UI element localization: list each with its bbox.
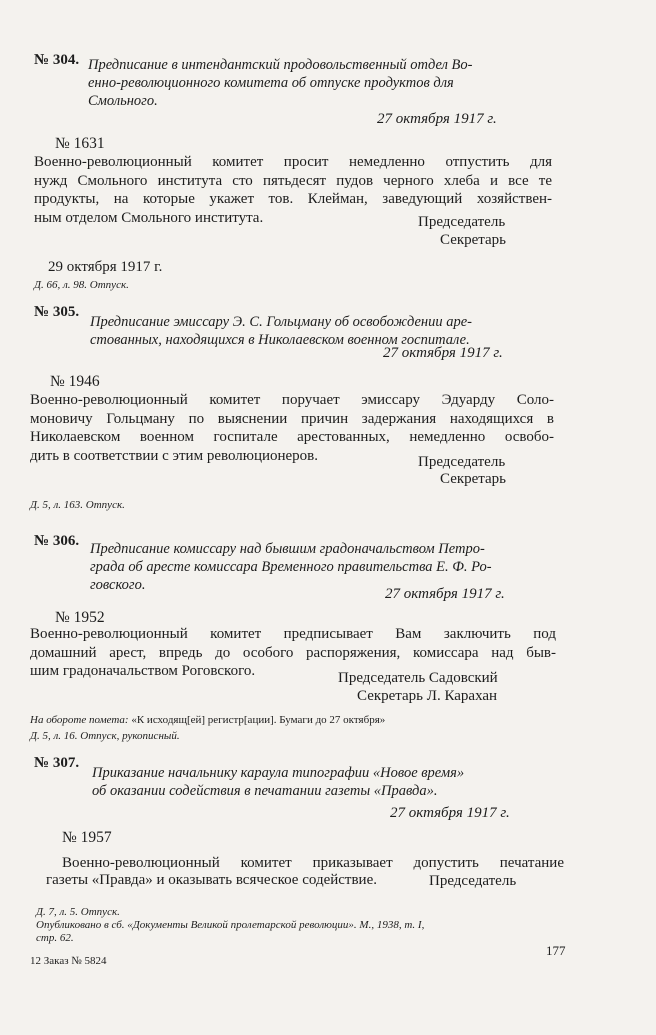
doc-306-title-line: града об аресте комиссара Временного правительства Е. Ф. Ро- bbox=[90, 559, 492, 575]
doc-307-doc-number: № 1957 bbox=[62, 829, 112, 846]
doc-304-signature-secretary: Секретарь bbox=[440, 232, 507, 248]
doc-306-title-line: Предписание комиссару над бывшим градоначальством Петро- bbox=[90, 541, 485, 557]
doc-307-body-line: газеты «Правда» и оказывать всяческое содействие. bbox=[46, 872, 377, 888]
doc-305-body-line: Николаевском военном госпитале арестованных, немедленно освобо- bbox=[30, 429, 554, 445]
doc-305-title bbox=[90, 313, 560, 349]
doc-305-title-line: Предписание эмиссару Э. С. Гольцману об освобождении аре- bbox=[90, 314, 472, 330]
doc-305-number: № 305. bbox=[34, 304, 80, 320]
doc-304-title-line: енно-революционного комитета об отпуске продуктов для bbox=[88, 75, 454, 91]
doc-304-body-line: нужд Смольного института сто пятьдесят пудов черного хлеба и все те bbox=[34, 172, 552, 189]
doc-307-signature-chair: Председатель bbox=[429, 873, 517, 889]
doc-306-source: Д. 5, л. 16. Отпуск, рукописный. bbox=[30, 730, 180, 742]
doc-306-signature-chair: Председатель Садовский bbox=[338, 670, 498, 686]
doc-306-body-line: шим градоначальством Роговского. bbox=[30, 663, 256, 679]
doc-306-note bbox=[30, 714, 385, 726]
doc-305-body-line: Военно-революционный комитет поручает эмиссару Эдуарду Соло- bbox=[30, 392, 554, 408]
doc-304-title-line: Предписание в интендантский продовольственный отдел Во- bbox=[88, 57, 473, 73]
doc-306-note-text: «К исходящ[ей] регистр[ации]. Бумаги до 27 октября» bbox=[131, 714, 386, 726]
print-order-number: 12 Заказ № 5824 bbox=[30, 955, 107, 967]
doc-304-number: № 304. bbox=[34, 52, 80, 68]
doc-306-doc-number: № 1952 bbox=[55, 609, 105, 626]
doc-304-extra-date: 29 октября 1917 г. bbox=[48, 259, 163, 275]
doc-306-date: 27 октября 1917 г. bbox=[385, 586, 505, 602]
doc-304-source: Д. 66, л. 98. Отпуск. bbox=[34, 279, 129, 291]
doc-304-body-line: продукты, на которые укажет тов. Клейман, заведующий хозяйствен- bbox=[34, 191, 552, 207]
doc-306-note-label: На обороте помета: bbox=[30, 714, 129, 726]
doc-304-date: 27 октября 1917 г. bbox=[377, 111, 497, 127]
page-number: 177 bbox=[546, 943, 566, 958]
doc-304-doc-number: № 1631 bbox=[55, 135, 105, 152]
doc-304-title bbox=[88, 56, 558, 110]
doc-305-doc-number: № 1946 bbox=[50, 373, 100, 390]
doc-307-body-line: Военно-революционный комитет приказывает допустить печатание bbox=[62, 854, 564, 871]
doc-307-title-line: об оказании содействия в печатании газеты «Правда». bbox=[92, 783, 438, 799]
doc-306-number: № 306. bbox=[34, 533, 80, 549]
doc-307-number: № 307. bbox=[34, 755, 80, 771]
doc-307-source-published: Опубликовано в сб. «Документы Великой пролетарской революции». М., 1938, т. I, bbox=[36, 919, 425, 931]
doc-307-title-line: Приказание начальнику караула типографии «Новое время» bbox=[92, 765, 465, 781]
doc-307-source-page: стр. 62. bbox=[36, 932, 74, 944]
doc-304-signature-chair: Председатель bbox=[418, 214, 506, 230]
doc-306-signature-secretary: Секретарь Л. Карахан bbox=[357, 688, 498, 704]
doc-304-title-line: Смольного. bbox=[88, 93, 158, 109]
doc-307-body bbox=[62, 835, 564, 872]
doc-306-body-line: домашний арест, впредь до особого распоряжения, комиссара над быв- bbox=[30, 644, 556, 661]
doc-304-body-line: ным отделом Смольного института. bbox=[34, 209, 264, 226]
doc-305-date: 27 октября 1917 г. bbox=[383, 345, 503, 361]
doc-306-body-line: Военно-революционный комитет предписывает Вам заключить под bbox=[30, 626, 556, 642]
doc-304-body-line: Военно-революционный комитет просит немедленно отпустить для bbox=[34, 154, 552, 170]
doc-307-source: Д. 7, л. 5. Отпуск. bbox=[36, 906, 120, 918]
doc-305-signature-secretary: Секретарь bbox=[440, 471, 507, 487]
doc-305-title-line: стованных, находящихся в Николаевском военном госпитале. bbox=[90, 332, 470, 348]
doc-305-signature-chair: Председатель bbox=[418, 454, 506, 470]
doc-305-body-line: дить в соответствии с этим революционеров. bbox=[30, 447, 319, 464]
doc-306-title-line: говского. bbox=[90, 577, 146, 593]
doc-307-title bbox=[92, 764, 562, 800]
doc-307-date: 27 октября 1917 г. bbox=[390, 805, 510, 821]
doc-305-body-line: моновичу Гольцману по выяснении причин задержания находящихся в bbox=[30, 410, 554, 427]
doc-305-source: Д. 5, л. 163. Отпуск. bbox=[30, 499, 125, 511]
